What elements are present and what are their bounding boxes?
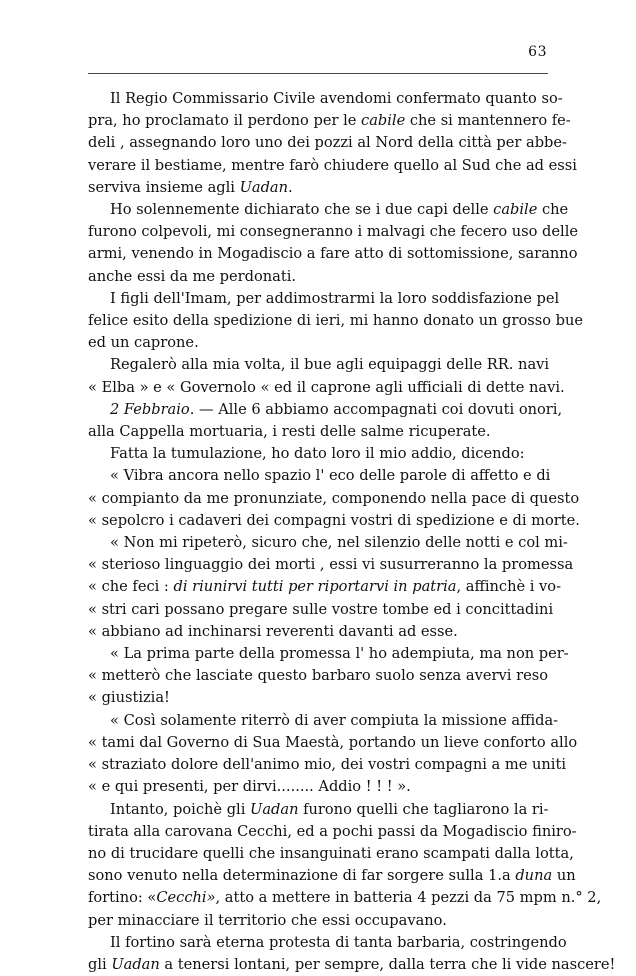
text-line: felice esito della spedizione di ieri, mi hanno donato un grosso bue [88, 312, 584, 330]
text-line: Fatta la tumulazione, ho dato loro il mio addio, dicendo: [110, 445, 525, 463]
text-line: tirata alla carovana Cecchi, ed a pochi passi da Mogadiscio finiro- [88, 822, 577, 840]
text-line: 2 Febbraio. — Alle 6 abbiamo accompagnati coi dovuti onori, [110, 400, 563, 418]
text-line: « Vibra ancora nello spazio l' eco delle parole di affetto e di [110, 467, 551, 485]
text-line: Il Regio Commissario Civile avendomi confermato quanto so- [110, 90, 563, 107]
text-line: deli , assegnando loro uno dei pozzi al Nord della città per abbe- [88, 134, 567, 152]
text-line: anche essi da me perdonati. [88, 267, 297, 285]
header-rule [88, 73, 548, 74]
text-line: « Così solamente riterrò di aver compiuta la missione affida- [110, 711, 559, 729]
text-line: Intanto, poichè gli Uadan furono quelli che tagliarono la ri- [110, 800, 549, 818]
text-line: « Elba » e « Governolo « ed il caprone agli ufficiali di dette navi. [88, 378, 565, 396]
text-line: I figli dell'Imam, per addimostrarmi la loro soddisfazione pel [110, 289, 560, 307]
text-line: gli Uadan a tenersi lontani, per sempre, dalla terra che li vide nascere! [88, 955, 616, 973]
text-line: « stri cari possano pregare sulle vostre tombe ed i concittadini [88, 600, 554, 618]
text-line: « sterioso linguaggio dei morti , essi vi susurreranno la promessa [88, 556, 574, 574]
text-line: per minacciare il territorio che essi occupavano. [88, 911, 447, 929]
text-line: « e qui presenti, per dirvi........ Addio ! ! ! ». [88, 778, 411, 796]
text-line: « straziato dolore dell'animo mio, dei vostri compagni a me uniti [88, 756, 566, 774]
text-line: « La prima parte della promessa l' ho adempiuta, ma non per- [110, 645, 569, 663]
text-line: no di trucidare quelli che insanguinati erano scampati dalla lotta, [88, 844, 574, 862]
text-line: alla Cappella mortuaria, i resti delle salme ricuperate. [88, 423, 491, 441]
text-line: furono colpevoli, mi consegneranno i malvagi che fecero uso delle [88, 223, 579, 241]
text-line: « tami dal Governo di Sua Maestà, portando un lieve conforto allo [88, 733, 578, 751]
body-text [88, 88, 616, 976]
text-line: « che feci : di riunirvi tutti per riportarvi in patria, affinchè i vo- [88, 578, 562, 596]
text-line: « giustizia! [88, 689, 170, 707]
text-line: Regalerò alla mia volta, il bue agli equipaggi delle RR. navi [110, 356, 550, 374]
text-line: « abbiano ad inchinarsi reverenti davanti ad esse. [88, 622, 458, 640]
text-line: sono venuto nella determinazione di far sorgere sulla 1.a duna un [88, 867, 576, 885]
text-line: Il fortino sarà eterna protesta di tanta barbaria, costringendo [110, 933, 567, 951]
text-line: fortino: «Cecchi», atto a mettere in batteria 4 pezzi da 75 mpm n.° 2, [88, 889, 602, 907]
page-number: 63 [528, 44, 547, 60]
text-line: serviva insieme agli Uadan. [88, 178, 293, 196]
text-line: « metterò che lasciate questo barbaro suolo senza avervi reso [88, 667, 548, 685]
text-line: « compianto da me pronunziate, componendo nella pace di questo [88, 489, 580, 507]
text-line: Ho solennemente dichiarato che se i due capi delle cabile che [110, 201, 569, 219]
text-line: ed un caprone. [88, 334, 199, 352]
text-line: « Non mi ripeterò, sicuro che, nel silenzio delle notti e col mi- [110, 534, 568, 552]
text-line: verare il bestiame, mentre farò chiudere quello al Sud che ad essi [88, 156, 577, 174]
text-line: armi, venendo in Mogadiscio a fare atto di sottomissione, saranno [88, 245, 578, 263]
text-line: « sepolcro i cadaveri dei compagni vostri di spedizione e di morte. [88, 511, 580, 529]
text-line: pra, ho proclamato il perdono per le cabile che si mantennero fe- [88, 112, 571, 130]
